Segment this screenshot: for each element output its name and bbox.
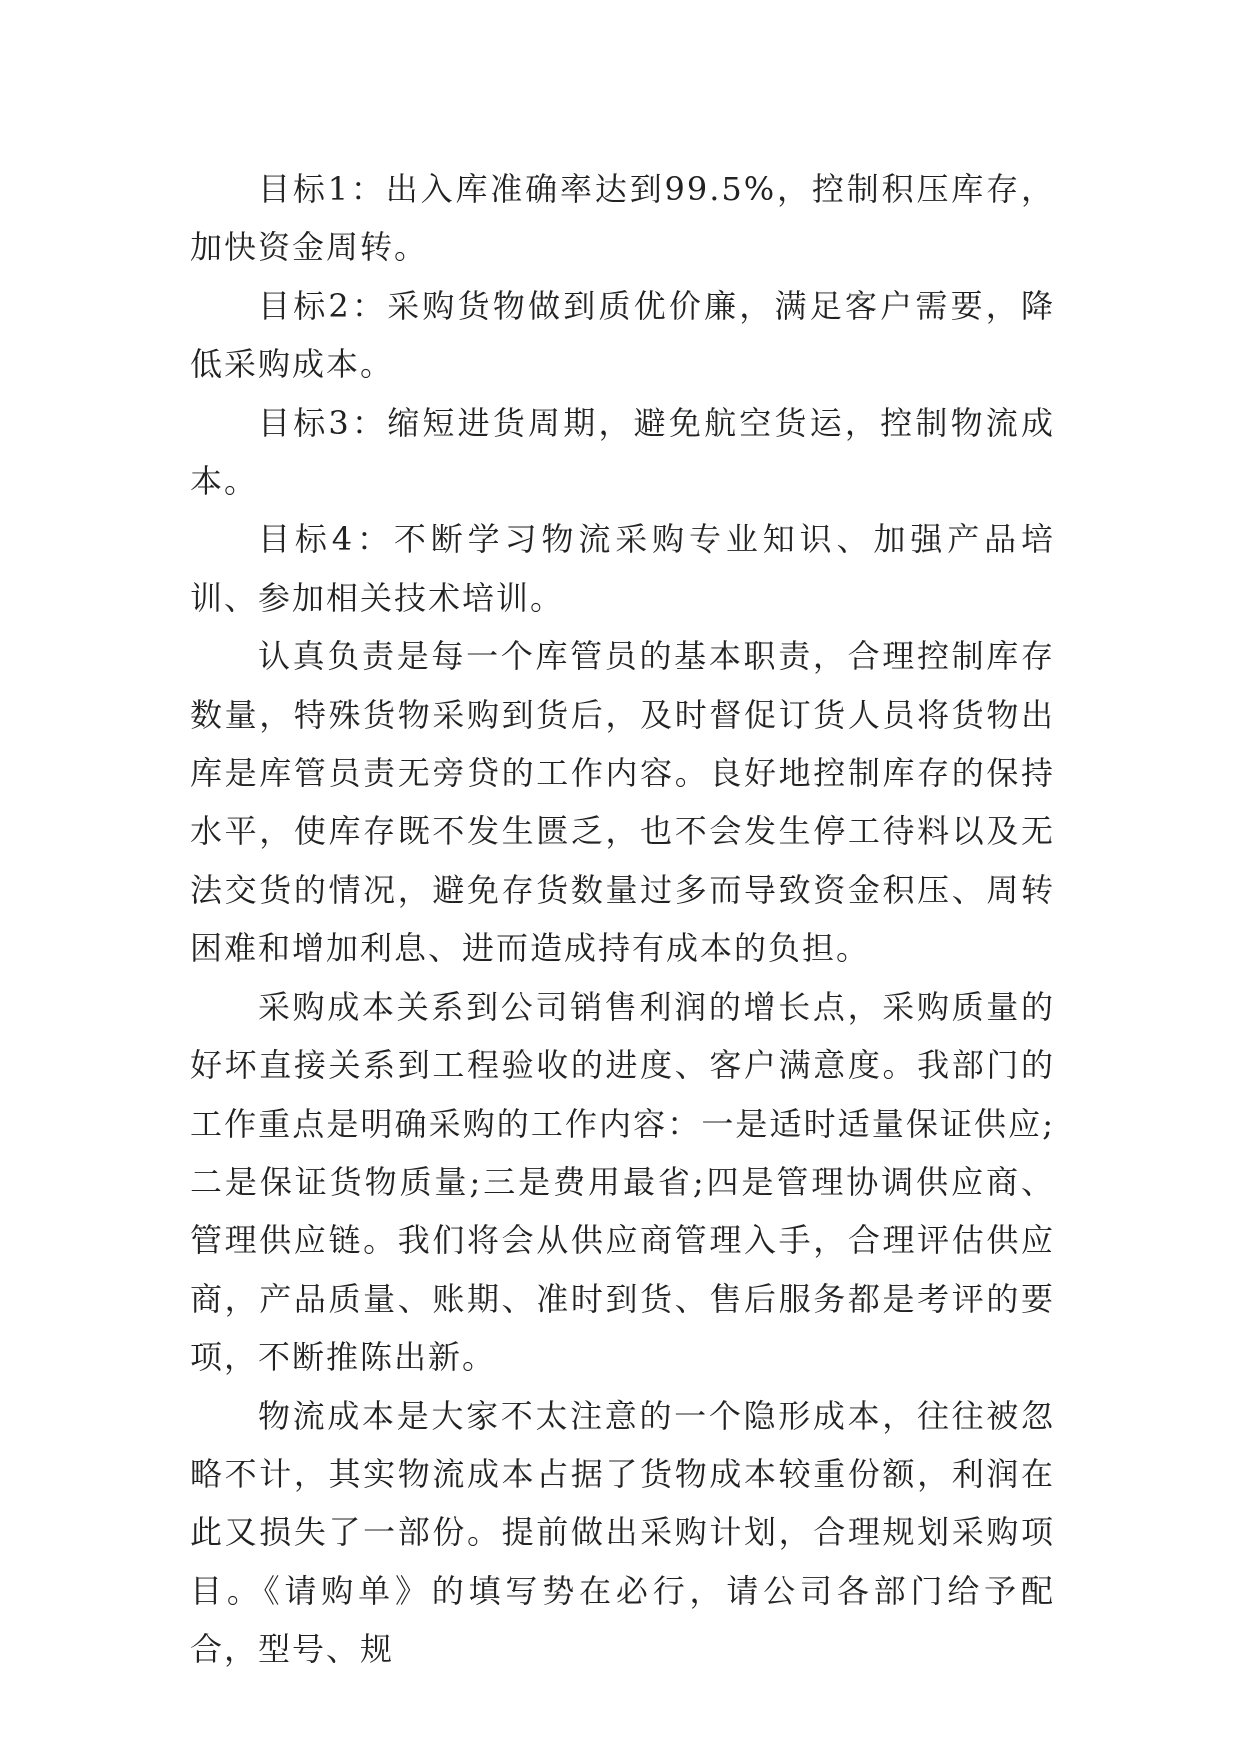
- paragraph-goal-4: 目标4：不断学习物流采购专业知识、加强产品培训、参加相关技术培训。: [190, 520, 1055, 617]
- paragraph-logistics: 物流成本是大家不太注意的一个隐形成本，往往被忽略不计，其实物流成本占据了货物成本较重份额，利润在此又损失了一部份。提前做出采购计划，合理规划采购项目。《请购单》的填写势在必行，请公司各部门给予配合，型号、规: [190, 1396, 1055, 1669]
- paragraph-goal-2: 目标2：采购货物做到质优价廉，满足客户需要，降低采购成本。: [190, 286, 1055, 384]
- paragraph-goal-1: 目标1：出入库准确率达到99.5%，控制积压库存，加快资金周转。: [190, 170, 1055, 267]
- paragraph-procurement: 采购成本关系到公司销售利润的增长点，采购质量的好坏直接关系到工程验收的进度、客户满意度。我部门的工作重点是明确采购的工作内容：一是适时适量保证供应;二是保证货物质量;三是费用最省;四是管理协调供应商、管理供应链。我们将会从供应商管理入手，合理评估供应商，产品质量、账期、准时到货、售后服务都是考评的要项，不断推陈出新。: [190, 987, 1055, 1377]
- paragraph-inventory: 认真负责是每一个库管员的基本职责，合理控制库存数量，特殊货物采购到货后，及时督促订货人员将货物出库是库管员责无旁贷的工作内容。良好地控制库存的保持水平，使库存既不发生匮乏，也不会发生停工待料以及无法交货的情况，避免存货数量过多而导致资金积压、周转困难和增加利息、进而造成持有成本的负担。: [190, 637, 1055, 968]
- paragraph-goal-3: 目标3：缩短进货周期，避免航空货运，控制物流成本。: [190, 403, 1055, 501]
- document-body: [190, 160, 1055, 1679]
